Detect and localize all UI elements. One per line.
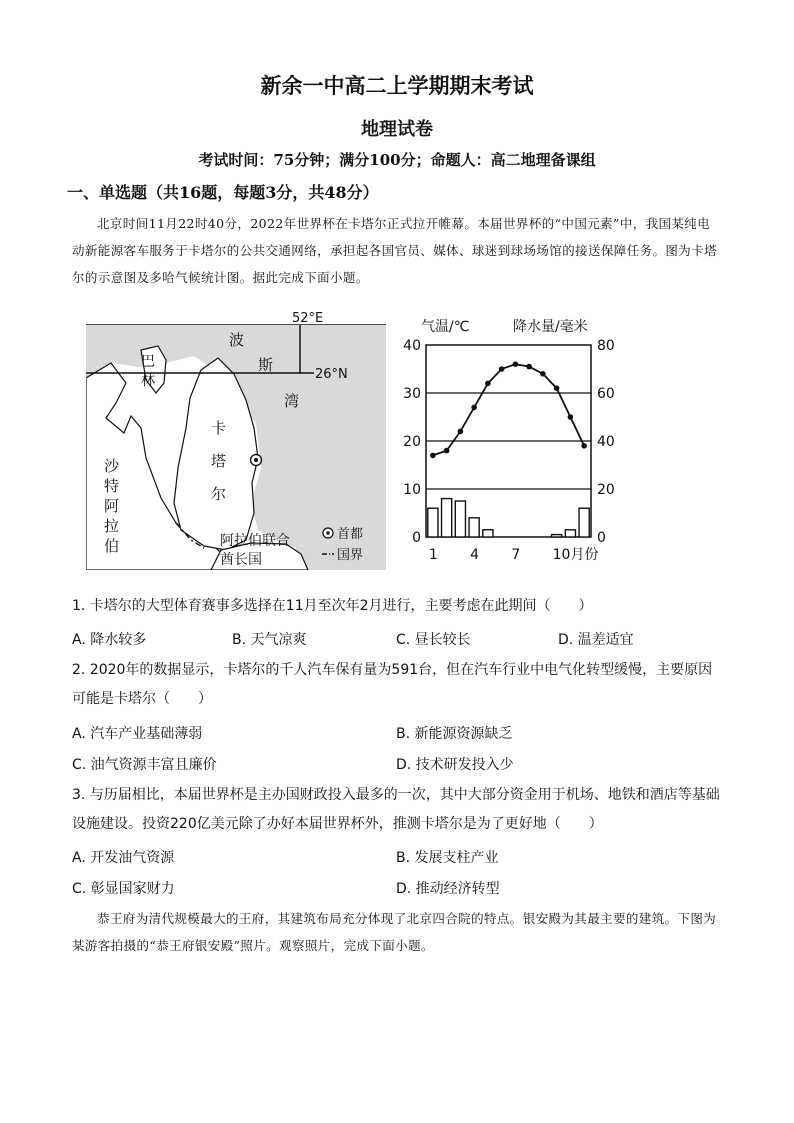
precip-bar-3 (455, 501, 465, 537)
question-3-stem: 3. 与历届相比，本届世界杯是主办国财政投入最多的一次，其中大部分资金用于机场、地铁和酒店等基础设施建设。投资220亿美元除了办好本届世界杯外，推测卡塔尔是为了更好地（ ） (72, 787, 720, 832)
precip-bar-10 (552, 535, 562, 537)
x-tick-0: 1 (428, 547, 438, 563)
temp-point-12 (581, 443, 587, 449)
x-tick-3: 10月份 (552, 547, 599, 563)
precip-bar-12 (579, 508, 589, 537)
temp-point-4 (471, 405, 477, 411)
left-tick-30: 30 (403, 386, 421, 402)
intro-paragraph-1: 北京时间11月22时40分，2022年世界杯在卡塔尔正式拉开帷幕。本届世界杯的“中国元素”中，我国某纯电动新能源客车服务于卡塔尔的公共交通网络，承担起各国官员、媒体、球迷到球场场馆的接送保障任务。图为卡塔尔的示意图及多哈气候统计图。据此完成下面小题。 (72, 216, 718, 285)
temp-point-8 (526, 364, 532, 370)
right-tick-0: 0 (597, 530, 606, 546)
precip-bar-2 (442, 499, 452, 537)
precip-bar-4 (469, 518, 479, 537)
temp-point-11 (568, 414, 574, 420)
qatar-char-3: 尔 (211, 485, 227, 503)
lon-label: 52°E (292, 311, 324, 326)
bahrain-char-2: 林 (141, 373, 155, 389)
right-tick-80: 80 (597, 338, 615, 354)
right-tick-40: 40 (597, 434, 615, 450)
right-tick-60: 60 (597, 386, 615, 402)
question-2-stem: 2. 2020年的数据显示，卡塔尔的千人汽车保有量为591台，但在汽车行业中电气化转型缓慢，主要原因可能是卡塔尔（ ） (72, 662, 713, 707)
q2-option-c[interactable]: C. 油气资源丰富且廉价 (72, 757, 217, 773)
q1-option-c[interactable]: C. 昼长较长 (396, 632, 471, 648)
q3-option-d[interactable]: D. 推动经济转型 (396, 881, 500, 897)
left-tick-20: 20 (403, 434, 421, 450)
uae-line-2: 酋长国 (220, 552, 262, 568)
exam-info: 考试时间：75分钟；满分100分；命题人：高二地理备课组 (198, 151, 596, 169)
q1-option-a[interactable]: A. 降水较多 (72, 632, 147, 648)
map-legend (320, 524, 380, 564)
climate-chart (396, 312, 621, 574)
q3-option-b[interactable]: B. 发展支柱产业 (396, 850, 499, 866)
temp-point-7 (513, 361, 519, 367)
bahrain-char-1: 巴 (141, 354, 155, 370)
q1-option-d[interactable]: D. 温差适宜 (558, 632, 634, 648)
precip-bar-11 (565, 530, 575, 537)
q3-option-a[interactable]: A. 开发油气资源 (72, 850, 175, 866)
question-1-stem: 1. 卡塔尔的大型体育赛事多选择在11月至次年2月进行，主要考虑在此期间（ ） (72, 598, 593, 614)
temp-point-6 (499, 366, 505, 372)
left-tick-0: 0 (412, 530, 421, 546)
legend-border-label: 国界 (337, 548, 364, 563)
gulf-char-1: 波 (229, 331, 245, 349)
saudi-char-4: 拉 (104, 517, 120, 535)
gulf-char-3: 湾 (284, 392, 300, 410)
temp-point-2 (444, 448, 450, 454)
gulf-char-2: 斯 (258, 356, 274, 374)
left-tick-10: 10 (403, 482, 421, 498)
temp-point-10 (554, 385, 560, 391)
temp-point-1 (430, 453, 436, 459)
school-title: 新余一中高二上学期期末考试 (260, 73, 534, 98)
right-axis-label: 降水量/毫米 (513, 319, 588, 335)
temp-point-9 (540, 371, 546, 377)
precip-bar-5 (483, 530, 493, 537)
uae-line-1: 阿拉伯联合 (220, 533, 290, 549)
qatar-char-1: 卡 (211, 419, 227, 437)
right-tick-20: 20 (597, 482, 615, 498)
x-tick-1: 4 (470, 547, 480, 563)
left-axis-label: 气温/℃ (421, 319, 470, 335)
x-tick-2: 7 (511, 547, 521, 563)
saudi-char-2: 特 (104, 477, 120, 495)
saudi-char-1: 沙 (104, 457, 120, 475)
left-tick-40: 40 (403, 338, 421, 354)
saudi-char-3: 阿 (104, 497, 120, 515)
q2-option-b[interactable]: B. 新能源资源缺乏 (396, 726, 513, 742)
q1-option-b[interactable]: B. 天气凉爽 (232, 632, 307, 648)
q3-option-c[interactable]: C. 彰显国家财力 (72, 881, 175, 897)
legend-capital-label: 首都 (337, 527, 364, 542)
q2-option-d[interactable]: D. 技术研发投入少 (396, 757, 514, 773)
section-heading: 一、单选题（共16题，每题3分，共48分） (67, 183, 379, 202)
precip-bar-1 (428, 508, 438, 537)
saudi-char-5: 伯 (104, 537, 120, 555)
temp-point-3 (458, 429, 464, 435)
qatar-char-2: 塔 (211, 452, 227, 470)
temp-point-5 (485, 381, 491, 387)
subject-title: 地理试卷 (361, 119, 433, 140)
q2-option-a[interactable]: A. 汽车产业基础薄弱 (72, 726, 203, 742)
lat-label: 26°N (315, 367, 348, 382)
intro-paragraph-2: 恭王府为清代规模最大的王府，其建筑布局充分体现了北京四合院的特点。银安殿为其最主要的建筑。下图为某游客拍摄的“恭王府银安殿”照片。观察照片，完成下面小题。 (72, 911, 717, 953)
